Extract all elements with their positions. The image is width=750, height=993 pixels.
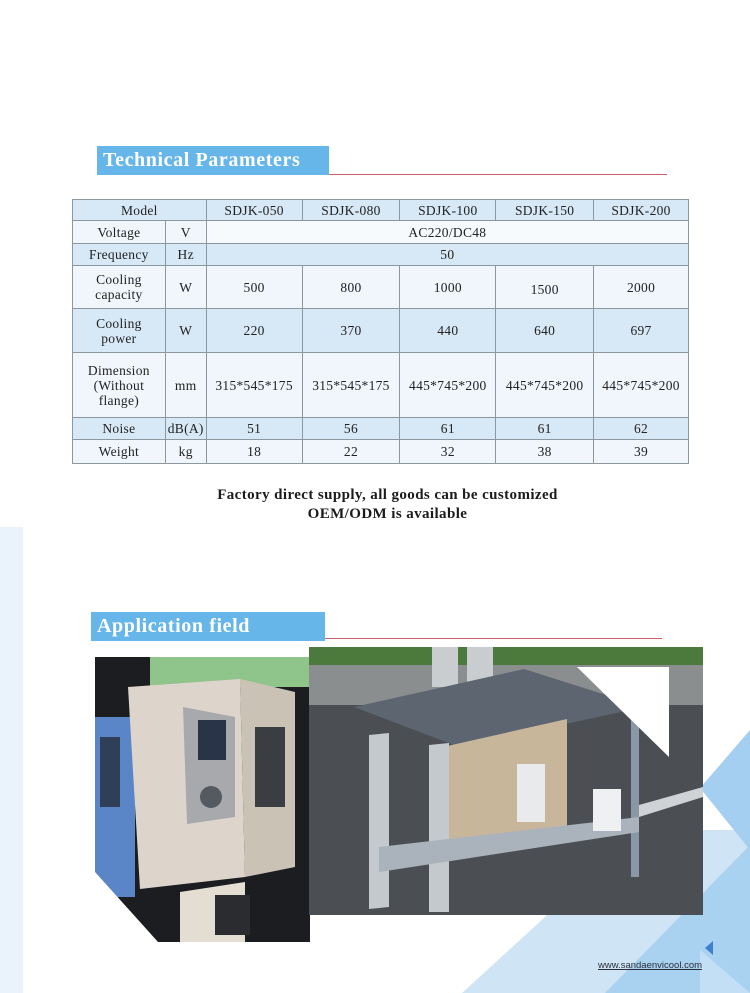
header-model: SDJK-080 (302, 200, 400, 221)
row-unit: V (165, 221, 206, 244)
row-label: Noise (73, 418, 166, 440)
cell-value: 2000 (594, 266, 689, 309)
cell-value: 640 (496, 309, 594, 353)
tagline-customization: Factory direct supply, all goods can be customized (217, 487, 558, 503)
row-label: Dimension (Without flange) (73, 353, 166, 418)
cell-value: 1000 (400, 266, 496, 309)
tagline-oem: OEM/ODM is available (307, 506, 468, 522)
cell-value: 1500 (496, 266, 594, 309)
cabinet-application-photo (95, 657, 310, 942)
header-model-label: Model (73, 200, 207, 221)
back-arrow-icon (705, 941, 713, 955)
cell-value: 61 (400, 418, 496, 440)
row-label: Weight (73, 440, 166, 464)
cell-value: 315*545*175 (302, 353, 400, 418)
website-link[interactable]: www.sandaenvicool.com (598, 960, 703, 971)
cell-value: 697 (594, 309, 689, 353)
header-model: SDJK-100 (400, 200, 496, 221)
row-unit: dB(A) (165, 418, 206, 440)
cell-value: 62 (594, 418, 689, 440)
cell-value: 38 (496, 440, 594, 464)
cell-value: 315*545*175 (206, 353, 302, 418)
row-unit: W (165, 266, 206, 309)
cell-value: 220 (206, 309, 302, 353)
row-label: Cooling capacity (73, 266, 166, 309)
row-label: Cooling power (73, 309, 166, 353)
cell-value: 32 (400, 440, 496, 464)
row-unit: W (165, 309, 206, 353)
row-span-value: 50 (206, 244, 688, 266)
cell-value: 800 (302, 266, 400, 309)
row-unit: kg (165, 440, 206, 464)
cell-value: 440 (400, 309, 496, 353)
cell-value: 445*745*200 (594, 353, 689, 418)
cell-value: 500 (206, 266, 302, 309)
cell-value: 39 (594, 440, 689, 464)
header-model: SDJK-050 (206, 200, 302, 221)
section-title: Technical Parameters (97, 146, 329, 175)
cell-value: 56 (302, 418, 400, 440)
header-model: SDJK-200 (594, 200, 689, 221)
cell-value: 445*745*200 (496, 353, 594, 418)
rooftop-application-photo (309, 647, 703, 915)
row-unit: Hz (165, 244, 206, 266)
cell-value: 61 (496, 418, 594, 440)
cell-value: 370 (302, 309, 400, 353)
row-label: Frequency (73, 244, 166, 266)
row-label: Voltage (73, 221, 166, 244)
row-span-value: AC220/DC48 (206, 221, 688, 244)
header-model: SDJK-150 (496, 200, 594, 221)
cell-value: 445*745*200 (400, 353, 496, 418)
section-title: Application field (91, 612, 325, 641)
row-unit: mm (165, 353, 206, 418)
cell-value: 51 (206, 418, 302, 440)
cell-value: 22 (302, 440, 400, 464)
cell-value: 18 (206, 440, 302, 464)
